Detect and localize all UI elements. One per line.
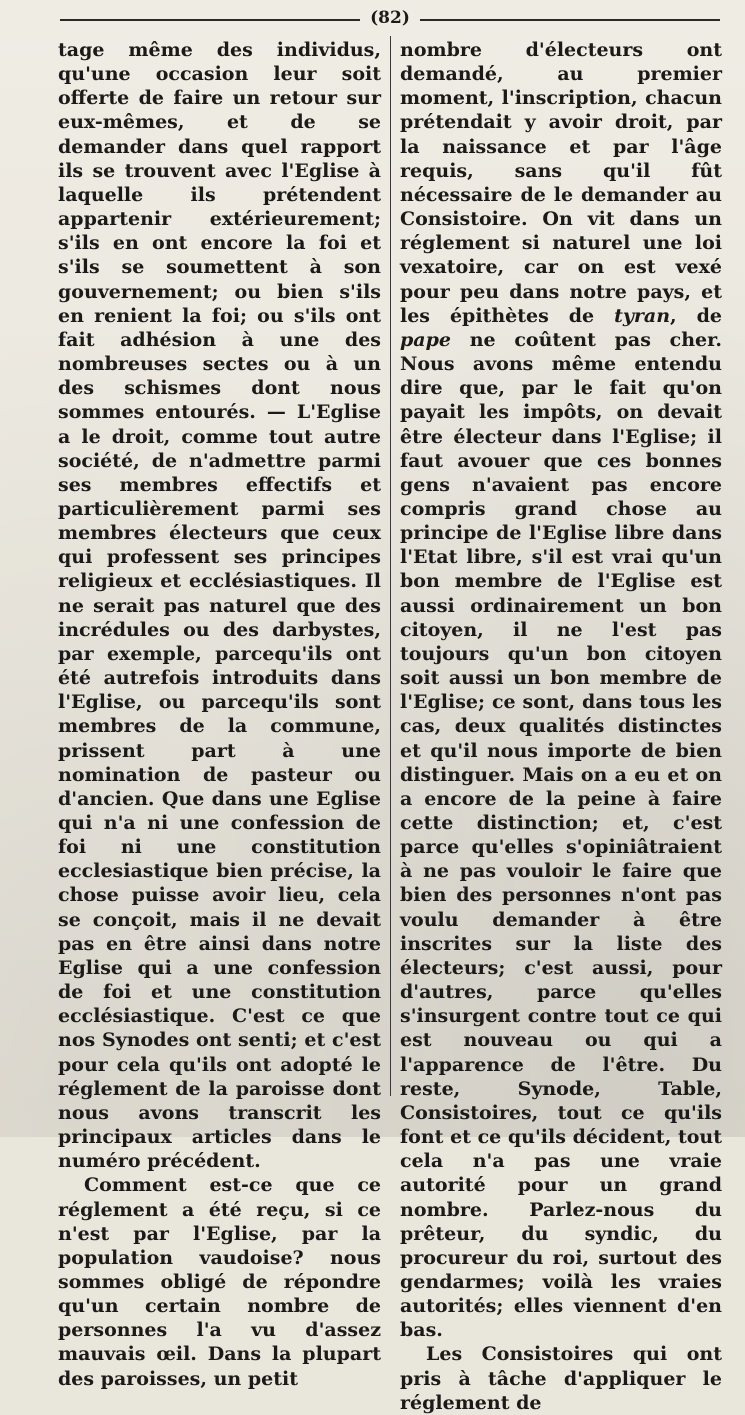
- right-paragraph-2: Les Consistoires qui ont pris à tâche d'appliquer le réglement de: [400, 1343, 722, 1414]
- left-paragraph-1: tage même des individus, qu'une occasion leur soit offerte de faire un retour sur eux-mêmes, et de se demander dans quel rapport ils se trouvent avec l'Eglise à laquelle ils prétendent appartenir extérieurement; s'ils en ont encore la foi et s'ils se soumettent à son gouvernement; ou bien s'ils en renient la foi; ou s'ils ont fait adhésion à une des nombreuses sectes ou à un des schismes dont nous sommes entourés. — L'Eglise a le droit, comme tout autre société, de n'admettre parmi ses membres effectifs et particulièrement parmi ses membres électeurs que ceux qui professent ses principes religieux et ecclésiastiques. Il ne serait pas naturel que des incrédules ou des darbystes, par exemple, parcequ'ils ont été autrefois introduits dans l'Eglise, ou parcequ'ils sont membres de la commune, prissent part à une nomination de pasteur ou d'ancien. Que dans une Eglise qui n'a ni une confession de foi ni une constitution ecclesiastique bien précise, la chose puisse avoir lieu, cela se conçoit, mais il ne devait pas en être ainsi dans notre Eglise qui a une confession de foi et une constitution ecclésiastique. C'est ce que nos Synodes ont senti; et c'est pour cela qu'ils ont adopté le réglement de la paroisse dont nous avons transcrit les principaux articles dans le numéro précédent.: [58, 39, 381, 1173]
- header-rule-right: [420, 19, 720, 21]
- page-header: [60, 6, 720, 30]
- column-divider: [390, 36, 391, 1096]
- right-paragraph-1-part-c: ne coûtent pas cher. Nous avons même entendu dire que, par le fait qu'on payait les impôts, on devait être électeur dans l'Eglise; il faut avouer que ces bonnes gens n'avaient pas encore compris grand chose au principe de l'Eglise libre dans l'Etat libre, s'il est vrai qu'un bon membre de l'Eglise est aussi ordinairement un bon citoyen, il ne l'est pas toujours qu'un bon citoyen soit aussi un bon membre de l'Eglise; ce sont, dans tous les cas, deux qualités distinctes et qu'il nous importe de bien distinguer. Mais on a eu et on a encore de la peine à faire cette distinction; et, c'est parce qu'elles s'opiniâtraient à ne pas vouloir le faire que bien des personnes n'ont pas voulu demander à être inscrites sur la liste des électeurs; c'est aussi, pour d'autres, parce qu'elles s'insurgent contre tout ce qui est nouveau ou qui a l'apparence de l'être. Du reste, Synode, Table, Consistoires, tout ce qu'ils font et ce qu'ils décident, tout cela n'a pas une vraie autorité pour un grand nombre. Parlez-nous du prêteur, du syndic, du procureur du roi, surtout des gendarmes; voilà les vraies autorités; elles viennent d'en bas.: [400, 328, 722, 1342]
- right-paragraph-1: [400, 38, 722, 1342]
- right-paragraph-1-part-b: , de: [670, 304, 722, 327]
- right-column: [400, 38, 722, 1415]
- right-paragraph-1-part-a: nombre d'électeurs ont demandé, au premier moment, l'inscription, chacun prétendait y avoir droit, par la naissance et par l'âge requis, sans qu'il fût nécessaire de le demander au Consistoire. On vit dans un réglement si naturel une loi vexatoire, car on est vexé pour peu dans notre pays, et les épithètes de: [400, 39, 722, 327]
- header-rule-left: [60, 19, 360, 21]
- left-column: [58, 38, 381, 1391]
- left-paragraph-2: Comment est-ce que ce réglement a été reçu, si ce n'est par l'Eglise, par la population vaudoise? nous sommes obligé de répondre qu'un certain nombre de personnes l'a vu d'assez mauvais œil. Dans la plupart des paroisses, un petit: [58, 1174, 381, 1390]
- page-number: (82): [370, 8, 410, 28]
- italic-word-pape: pape: [400, 328, 451, 351]
- italic-word-tyran: tyran: [614, 304, 671, 327]
